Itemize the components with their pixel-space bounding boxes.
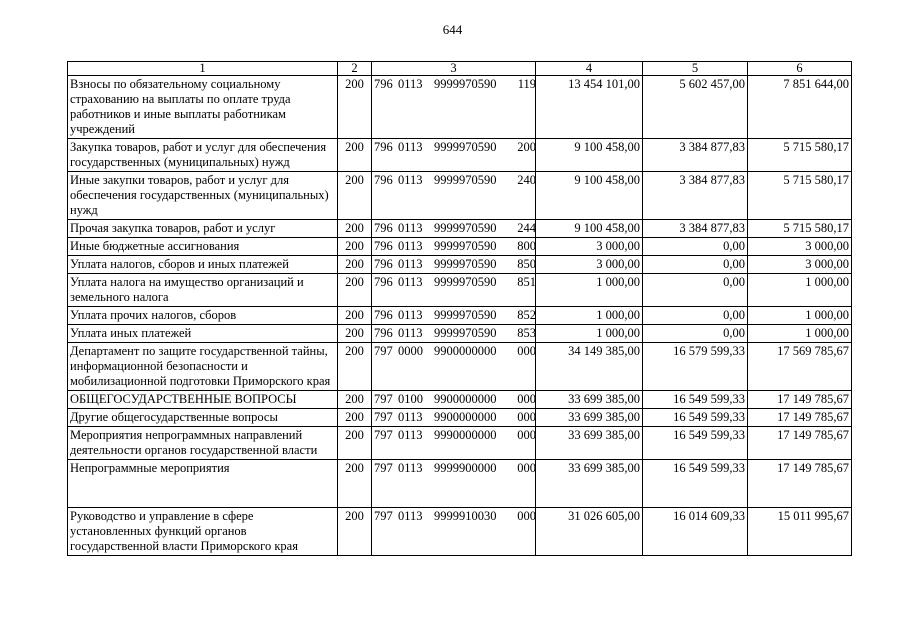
row-classification [372, 391, 536, 409]
target-code: 9999970590 [434, 221, 497, 235]
target-code: 9900000000 [434, 392, 497, 406]
expense-kind-code: 000 [517, 461, 536, 475]
dept-code: 796 [374, 326, 393, 340]
column-header: 4 [536, 62, 643, 76]
table-row [68, 508, 852, 556]
amount-executed: 16 549 599,33 [643, 409, 748, 427]
amount-plan: 3 000,00 [536, 256, 643, 274]
expense-kind-code: 119 [517, 77, 536, 91]
amount-remaining: 1 000,00 [748, 307, 852, 325]
row-classification [372, 172, 536, 220]
table-row [68, 220, 852, 238]
expense-kind-code: 240 [517, 173, 536, 187]
amount-plan: 1 000,00 [536, 274, 643, 307]
row-name: Иные закупки товаров, работ и услуг для обеспечения государственных (муниципальных) нужд [68, 172, 338, 220]
section-code: 0113 [398, 509, 423, 523]
row-code: 200 [338, 76, 372, 139]
amount-executed: 0,00 [643, 238, 748, 256]
amount-executed: 3 384 877,83 [643, 172, 748, 220]
dept-code: 796 [374, 275, 393, 289]
dept-code: 797 [374, 428, 393, 442]
row-code: 200 [338, 274, 372, 307]
section-code: 0113 [398, 308, 423, 322]
row-classification [372, 76, 536, 139]
column-header: 2 [338, 62, 372, 76]
amount-plan: 9 100 458,00 [536, 172, 643, 220]
expense-kind-code: 850 [517, 257, 536, 271]
amount-executed: 16 549 599,33 [643, 427, 748, 460]
row-code: 200 [338, 139, 372, 172]
table-row [68, 172, 852, 220]
row-code: 200 [338, 325, 372, 343]
dept-code: 796 [374, 239, 393, 253]
section-code: 0113 [398, 239, 423, 253]
section-code: 0113 [398, 275, 423, 289]
column-header: 6 [748, 62, 852, 76]
amount-executed: 16 579 599,33 [643, 343, 748, 391]
dept-code: 797 [374, 509, 393, 523]
amount-plan: 1 000,00 [536, 325, 643, 343]
expense-kind-code: 000 [517, 410, 536, 424]
row-code: 200 [338, 508, 372, 556]
amount-remaining: 17 149 785,67 [748, 427, 852, 460]
amount-remaining: 5 715 580,17 [748, 220, 852, 238]
amount-remaining: 17 149 785,67 [748, 460, 852, 508]
target-code: 9999970590 [434, 239, 497, 253]
expense-kind-code: 852 [517, 308, 536, 322]
table-row [68, 460, 852, 508]
table-row [68, 427, 852, 460]
table-row [68, 307, 852, 325]
section-code: 0113 [398, 428, 423, 442]
expense-kind-code: 244 [517, 221, 536, 235]
dept-code: 796 [374, 221, 393, 235]
dept-code: 796 [374, 308, 393, 322]
expense-kind-code: 000 [517, 428, 536, 442]
row-name: Прочая закупка товаров, работ и услуг [68, 220, 338, 238]
target-code: 9999910030 [434, 509, 497, 523]
table-row [68, 391, 852, 409]
table-header-row [68, 62, 852, 76]
amount-remaining: 15 011 995,67 [748, 508, 852, 556]
dept-code: 796 [374, 257, 393, 271]
amount-executed: 16 549 599,33 [643, 391, 748, 409]
row-classification [372, 274, 536, 307]
section-code: 0113 [398, 77, 423, 91]
amount-plan: 33 699 385,00 [536, 460, 643, 508]
table-row [68, 139, 852, 172]
row-code: 200 [338, 391, 372, 409]
expense-kind-code: 853 [517, 326, 536, 340]
amount-plan: 9 100 458,00 [536, 220, 643, 238]
amount-plan: 3 000,00 [536, 238, 643, 256]
expense-kind-code: 000 [517, 509, 536, 523]
amount-remaining: 17 569 785,67 [748, 343, 852, 391]
row-classification [372, 343, 536, 391]
row-code: 200 [338, 238, 372, 256]
row-code: 200 [338, 172, 372, 220]
amount-plan: 33 699 385,00 [536, 409, 643, 427]
amount-executed: 0,00 [643, 256, 748, 274]
amount-executed: 0,00 [643, 307, 748, 325]
row-classification [372, 238, 536, 256]
section-code: 0113 [398, 326, 423, 340]
row-name: ОБЩЕГОСУДАРСТВЕННЫЕ ВОПРОСЫ [68, 391, 338, 409]
expense-kind-code: 200 [517, 140, 536, 154]
section-code: 0113 [398, 140, 423, 154]
amount-remaining: 3 000,00 [748, 238, 852, 256]
target-code: 9900000000 [434, 344, 497, 358]
row-name: Закупка товаров, работ и услуг для обеспечения государственных (муниципальных) нужд [68, 139, 338, 172]
row-classification [372, 508, 536, 556]
dept-code: 797 [374, 410, 393, 424]
row-name: Непрограммные мероприятия [68, 460, 338, 508]
target-code: 9999970590 [434, 173, 497, 187]
row-code: 200 [338, 256, 372, 274]
row-name: Иные бюджетные ассигнования [68, 238, 338, 256]
row-name: Уплата налога на имущество организаций и земельного налога [68, 274, 338, 307]
amount-plan: 1 000,00 [536, 307, 643, 325]
row-classification [372, 427, 536, 460]
target-code: 9999900000 [434, 461, 497, 475]
dept-code: 796 [374, 140, 393, 154]
row-name: Департамент по защите государственной тайны, информационной безопасности и мобилизационной подготовки Приморского края [68, 343, 338, 391]
expense-kind-code: 000 [517, 344, 536, 358]
target-code: 9999970590 [434, 308, 497, 322]
amount-plan: 33 699 385,00 [536, 391, 643, 409]
section-code: 0113 [398, 461, 423, 475]
row-name: Другие общегосударственные вопросы [68, 409, 338, 427]
amount-plan: 34 149 385,00 [536, 343, 643, 391]
row-classification [372, 139, 536, 172]
dept-code: 797 [374, 392, 393, 406]
row-name: Уплата иных платежей [68, 325, 338, 343]
amount-remaining: 5 715 580,17 [748, 172, 852, 220]
amount-remaining: 5 715 580,17 [748, 139, 852, 172]
row-classification [372, 220, 536, 238]
section-code: 0113 [398, 410, 423, 424]
budget-table [67, 61, 852, 556]
row-classification [372, 325, 536, 343]
target-code: 9999970590 [434, 77, 497, 91]
dept-code: 796 [374, 77, 393, 91]
amount-executed: 16 014 609,33 [643, 508, 748, 556]
target-code: 9900000000 [434, 410, 497, 424]
expense-kind-code: 800 [517, 239, 536, 253]
amount-executed: 3 384 877,83 [643, 139, 748, 172]
table-row [68, 343, 852, 391]
target-code: 9999970590 [434, 140, 497, 154]
amount-remaining: 3 000,00 [748, 256, 852, 274]
section-code: 0113 [398, 257, 423, 271]
row-classification [372, 460, 536, 508]
row-classification [372, 256, 536, 274]
amount-remaining: 1 000,00 [748, 274, 852, 307]
row-code: 200 [338, 409, 372, 427]
amount-remaining: 17 149 785,67 [748, 409, 852, 427]
amount-plan: 13 454 101,00 [536, 76, 643, 139]
amount-remaining: 1 000,00 [748, 325, 852, 343]
row-name: Взносы по обязательному социальному страхованию на выплаты по оплате труда работников и иные выплаты работникам учреждений [68, 76, 338, 139]
amount-executed: 0,00 [643, 274, 748, 307]
row-name: Уплата налогов, сборов и иных платежей [68, 256, 338, 274]
table-row [68, 325, 852, 343]
amount-remaining: 7 851 644,00 [748, 76, 852, 139]
section-code: 0113 [398, 221, 423, 235]
expense-kind-code: 000 [517, 392, 536, 406]
target-code: 9999970590 [434, 275, 497, 289]
dept-code: 797 [374, 461, 393, 475]
table-row [68, 274, 852, 307]
amount-plan: 9 100 458,00 [536, 139, 643, 172]
row-classification [372, 307, 536, 325]
target-code: 9990000000 [434, 428, 497, 442]
row-name: Руководство и управление в сфере установленных функций органов государственной власти Приморского края [68, 508, 338, 556]
table-row [68, 76, 852, 139]
row-code: 200 [338, 460, 372, 508]
page-number: 644 [442, 22, 463, 37]
amount-remaining: 17 149 785,67 [748, 391, 852, 409]
section-code: 0113 [398, 173, 423, 187]
column-header: 5 [643, 62, 748, 76]
amount-plan: 31 026 605,00 [536, 508, 643, 556]
section-code: 0000 [398, 344, 423, 358]
target-code: 9999970590 [434, 326, 497, 340]
amount-executed: 16 549 599,33 [643, 460, 748, 508]
row-code: 200 [338, 343, 372, 391]
amount-executed: 5 602 457,00 [643, 76, 748, 139]
dept-code: 796 [374, 173, 393, 187]
amount-executed: 0,00 [643, 325, 748, 343]
row-code: 200 [338, 307, 372, 325]
row-code: 200 [338, 427, 372, 460]
row-name: Мероприятия непрограммных направлений деятельности органов государственной власти [68, 427, 338, 460]
target-code: 9999970590 [434, 257, 497, 271]
expense-kind-code: 851 [517, 275, 536, 289]
table-row [68, 238, 852, 256]
row-code: 200 [338, 220, 372, 238]
table-row [68, 256, 852, 274]
dept-code: 797 [374, 344, 393, 358]
row-classification [372, 409, 536, 427]
section-code: 0100 [398, 392, 423, 406]
amount-executed: 3 384 877,83 [643, 220, 748, 238]
row-name: Уплата прочих налогов, сборов [68, 307, 338, 325]
table-row [68, 409, 852, 427]
amount-plan: 33 699 385,00 [536, 427, 643, 460]
column-header: 3 [372, 62, 536, 76]
column-header: 1 [68, 62, 338, 76]
